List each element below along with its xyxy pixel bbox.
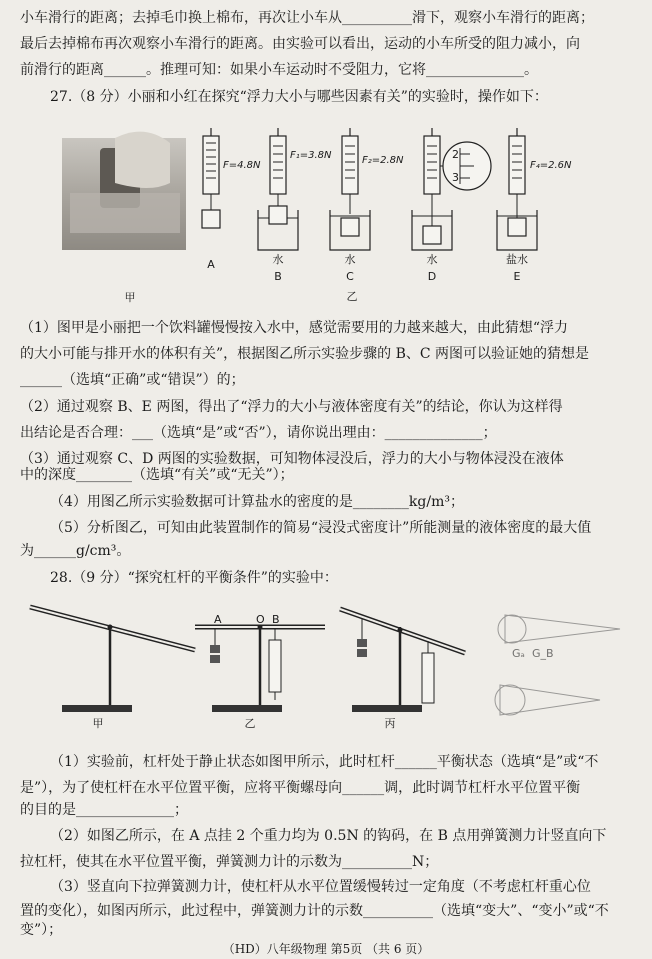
lever-bing — [340, 609, 465, 712]
label-ga: Gₐ — [512, 647, 525, 660]
fig-label-yi: 乙 — [346, 290, 358, 303]
text-line: （1）图甲是小丽把一个饮料罐慢慢按入水中，感觉需要用的力越来越大，由此猜想“浮力 — [20, 320, 569, 336]
text-line: 的目的是______________； — [20, 802, 188, 818]
text-line: （3）通过观察 C、D 两图的实验数据，可知物体浸没后，浮力的大小与物体浸没在液体 — [20, 451, 564, 467]
hand — [115, 132, 170, 188]
water-basin — [70, 193, 180, 233]
text-line: 最后去掉棉布再次观察小车滑行的距离。由实验可以看出，运动的小车所受的阻力减小，向 — [20, 36, 580, 52]
text-line: 小车滑行的距离；去掉毛巾换上棉布，再次让小车从__________滑下，观察小车滑行的距离； — [20, 10, 594, 26]
fig-label-d: D — [427, 270, 437, 283]
force-label-c: F₂=2.8N — [362, 155, 404, 166]
text-line: 变”）； — [20, 922, 63, 938]
fig-label-jia-28: 甲 — [92, 717, 104, 730]
spring-scale-b — [258, 128, 298, 250]
fig-label-a: A — [207, 258, 215, 271]
fig-label-b: B — [274, 270, 282, 283]
dial-mark-2: 2 — [452, 148, 459, 161]
fig-label-jia: 甲 — [124, 291, 136, 304]
figure-27-buoyancy — [0, 118, 652, 308]
lever-yi — [195, 625, 325, 713]
question-28-heading: 28.（9 分）“探究杠杆的平衡条件”的实验中： — [50, 570, 338, 586]
label-gb: G_B — [532, 647, 554, 660]
liquid-label-e: 盐水 — [506, 253, 528, 266]
text-line: （2）通过观察 B、E 两图，得出了“浮力的大小与液体密度有关”的结论，你认为这样得 — [20, 399, 563, 415]
text-line: 出结论是否合理：___（选填“是”或“否”），请你说出理由：______________； — [20, 425, 497, 441]
liquid-label-b: 水 — [272, 253, 284, 266]
spring-scale-e — [497, 128, 537, 250]
dial-mark-3: 3 — [452, 171, 459, 184]
text-line: （4）用图乙所示实验数据可计算盐水的密度的是________kg/m³； — [50, 494, 464, 510]
liquid-label-c: 水 — [344, 253, 356, 266]
fig-label-yi-28: 乙 — [244, 717, 256, 730]
force-label-a: F=4.8N — [223, 160, 261, 171]
question-27-heading: 27.（8 分）小丽和小红在探究“浮力大小与哪些因素有关”的实验时，操作如下： — [50, 89, 548, 105]
text-line: （5）分析图乙，可知由此装置制作的简易“浸没式密度计”所能测量的液体密度的最大值 — [50, 520, 592, 536]
force-label-b: F₁=3.8N — [290, 150, 332, 161]
text-line: ______（选填“正确”或“错误”）的； — [20, 372, 245, 388]
text-line: 为______g/cm³。 — [20, 543, 131, 559]
text-line: 置的变化），如图丙所示，此过程中，弹簧测力计的示数__________（选填“变大”、“变小”或“不 — [20, 903, 609, 919]
text-line: （2）如图乙所示，在 A 点挂 2 个重力均为 0.5N 的钩码，在 B 点用弹簧测力计竖直向下 — [50, 828, 607, 844]
figure-28-lever — [0, 595, 652, 745]
text-line: 是”），为了使杠杆在水平位置平衡，应将平衡螺母向______调，此时调节杠杆水平位置平衡 — [20, 780, 581, 796]
spring-scale-c — [330, 128, 370, 250]
text-line: 前滑行的距离______。推理可知：如果小车运动时不受阻力，它将______________。 — [20, 62, 538, 78]
text-line: （1）实验前，杠杆处于静止状态如图甲所示，此时杠杆______平衡状态（选填“是”或“不 — [50, 754, 599, 770]
liquid-label-d: 水 — [426, 253, 438, 266]
text-line: 拉杠杆，使其在水平位置平衡，弹簧测力计的示数为__________N； — [20, 854, 439, 870]
text-line: 中的深度________（选填“有关”或“无关”）； — [20, 467, 294, 483]
point-o-yi: O — [256, 613, 265, 626]
fig-label-bing-28: 丙 — [384, 717, 396, 730]
text-line: 的大小可能与排开水的体积有关”，根据图乙所示实验步骤的 B、C 两图可以验证她的猜想是 — [20, 346, 590, 362]
faded-diagram — [495, 615, 620, 715]
lever-jia — [30, 607, 195, 712]
text-line: （3）竖直向下拉弹簧测力计，使杠杆从水平位置缓慢转过一定角度（不考虑杠杆重心位 — [50, 879, 591, 895]
fig-label-e: E — [513, 270, 521, 283]
page-footer: （HD）八年级物理 第5页 （共 6 页） — [222, 942, 430, 956]
force-label-e: F₄=2.6N — [530, 160, 572, 171]
point-a-yi: A — [214, 613, 222, 626]
fig-label-c: C — [346, 270, 354, 283]
point-b-yi: B — [272, 613, 280, 626]
spring-scale-a — [202, 128, 220, 228]
spring-scale-d — [412, 128, 491, 250]
